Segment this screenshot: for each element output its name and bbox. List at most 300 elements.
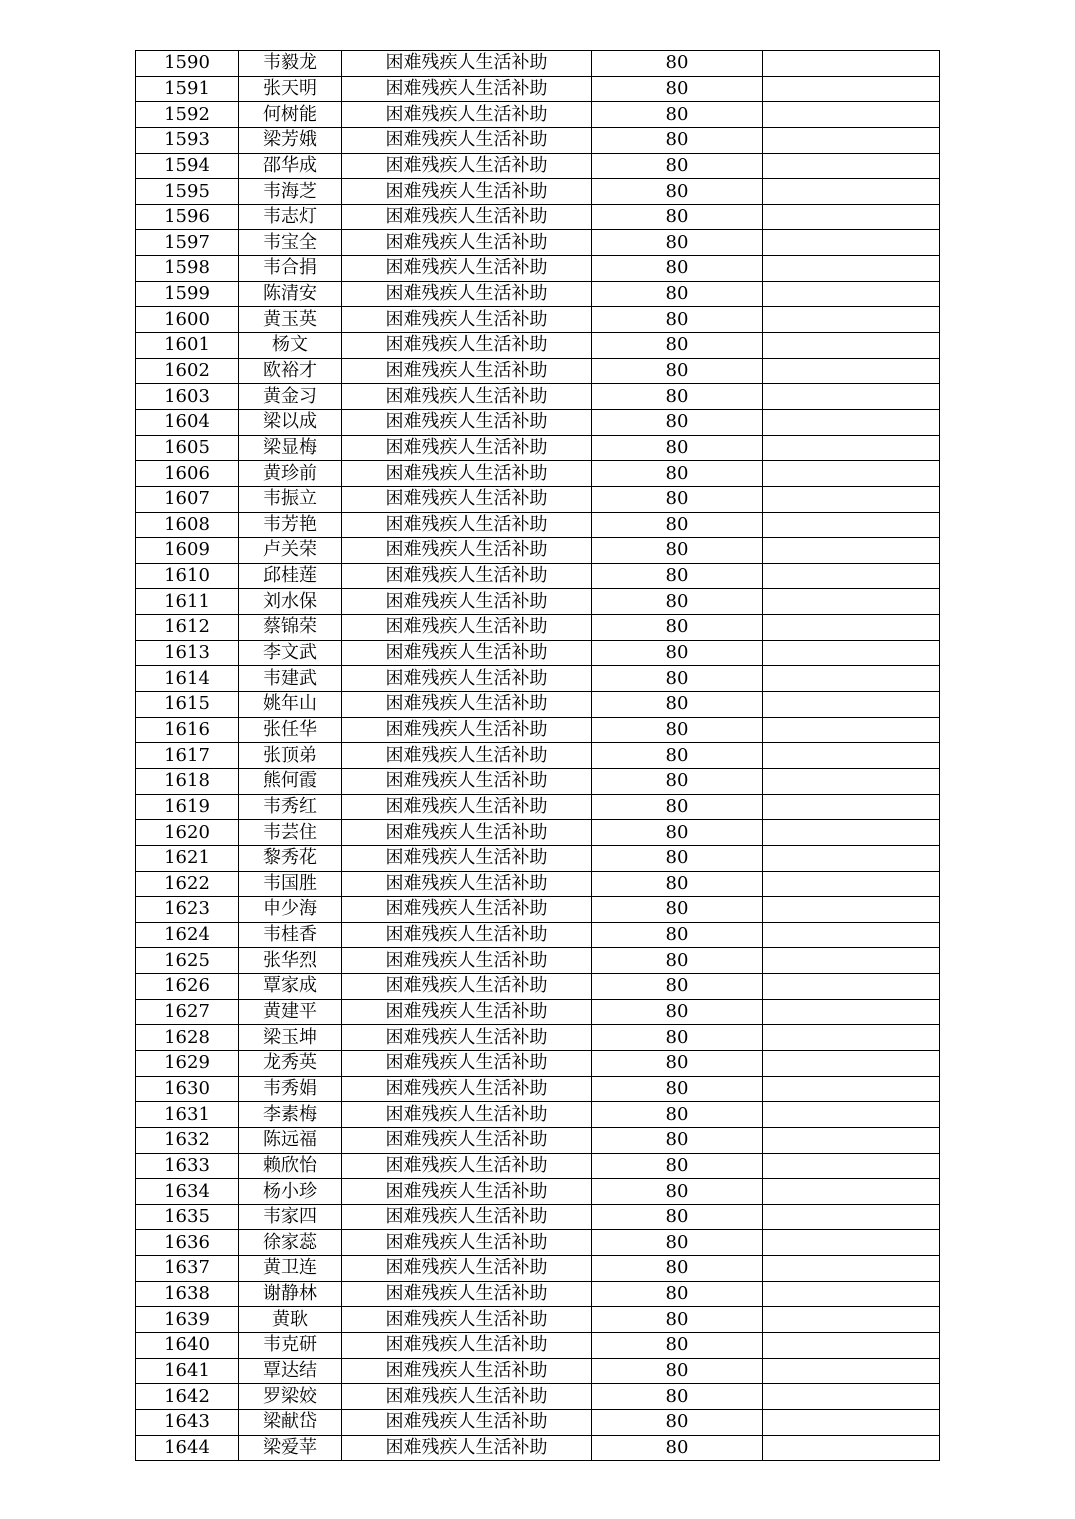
- remarks-cell: [763, 333, 940, 359]
- amount-cell: 80: [592, 1127, 763, 1153]
- serial-number-cell: 1644: [136, 1435, 239, 1461]
- amount-cell: 80: [592, 845, 763, 871]
- recipient-name-cell: 韦芸住: [239, 820, 342, 846]
- table-row: [136, 794, 940, 820]
- amount-cell: 80: [592, 1050, 763, 1076]
- remarks-cell: [763, 1230, 940, 1256]
- serial-number-cell: 1621: [136, 845, 239, 871]
- recipient-name-cell: 卢关荣: [239, 538, 342, 564]
- serial-number-cell: 1605: [136, 435, 239, 461]
- table-row: [136, 999, 940, 1025]
- amount-cell: 80: [592, 1179, 763, 1205]
- subsidy-type-cell: 困难残疾人生活补助: [342, 435, 592, 461]
- serial-number-cell: 1593: [136, 127, 239, 153]
- recipient-name-cell: 陈远福: [239, 1127, 342, 1153]
- amount-cell: 80: [592, 1409, 763, 1435]
- amount-cell: 80: [592, 666, 763, 692]
- recipient-name-cell: 杨小珍: [239, 1179, 342, 1205]
- table-row: [136, 512, 940, 538]
- remarks-cell: [763, 1384, 940, 1410]
- recipient-name-cell: 张天明: [239, 76, 342, 102]
- subsidy-type-cell: 困难残疾人生活补助: [342, 1127, 592, 1153]
- serial-number-cell: 1630: [136, 1076, 239, 1102]
- table-row: [136, 666, 940, 692]
- remarks-cell: [763, 589, 940, 615]
- serial-number-cell: 1600: [136, 307, 239, 333]
- amount-cell: 80: [592, 76, 763, 102]
- recipient-name-cell: 申少海: [239, 897, 342, 923]
- amount-cell: 80: [592, 871, 763, 897]
- remarks-cell: [763, 1153, 940, 1179]
- recipient-name-cell: 韦国胜: [239, 871, 342, 897]
- remarks-cell: [763, 974, 940, 1000]
- serial-number-cell: 1632: [136, 1127, 239, 1153]
- table-row: [136, 820, 940, 846]
- remarks-cell: [763, 358, 940, 384]
- table-row: [136, 1307, 940, 1333]
- recipient-name-cell: 何树能: [239, 102, 342, 128]
- subsidy-type-cell: 困难残疾人生活补助: [342, 538, 592, 564]
- subsidy-type-cell: 困难残疾人生活补助: [342, 358, 592, 384]
- recipient-name-cell: 姚年山: [239, 692, 342, 718]
- serial-number-cell: 1617: [136, 743, 239, 769]
- amount-cell: 80: [592, 589, 763, 615]
- table-row: [136, 281, 940, 307]
- amount-cell: 80: [592, 717, 763, 743]
- serial-number-cell: 1640: [136, 1333, 239, 1359]
- table-row: [136, 974, 940, 1000]
- subsidy-type-cell: 困难残疾人生活补助: [342, 512, 592, 538]
- table-row: [136, 1127, 940, 1153]
- table-row: [136, 307, 940, 333]
- recipient-name-cell: 韦合捐: [239, 256, 342, 282]
- table-row: [136, 486, 940, 512]
- serial-number-cell: 1609: [136, 538, 239, 564]
- recipient-name-cell: 覃家成: [239, 974, 342, 1000]
- recipient-name-cell: 黄金习: [239, 384, 342, 410]
- remarks-cell: [763, 1179, 940, 1205]
- table-row: [136, 1179, 940, 1205]
- remarks-cell: [763, 127, 940, 153]
- remarks-cell: [763, 179, 940, 205]
- amount-cell: 80: [592, 179, 763, 205]
- amount-cell: 80: [592, 1307, 763, 1333]
- subsidy-type-cell: 困难残疾人生活补助: [342, 820, 592, 846]
- table-row: [136, 589, 940, 615]
- recipient-name-cell: 梁爱苹: [239, 1435, 342, 1461]
- remarks-cell: [763, 1076, 940, 1102]
- subsidy-type-cell: 困难残疾人生活补助: [342, 127, 592, 153]
- remarks-cell: [763, 51, 940, 77]
- recipient-name-cell: 黎秀花: [239, 845, 342, 871]
- subsidy-type-cell: 困难残疾人生活补助: [342, 897, 592, 923]
- recipient-name-cell: 赖欣怡: [239, 1153, 342, 1179]
- serial-number-cell: 1590: [136, 51, 239, 77]
- serial-number-cell: 1594: [136, 153, 239, 179]
- amount-cell: 80: [592, 486, 763, 512]
- remarks-cell: [763, 281, 940, 307]
- subsidy-type-cell: 困难残疾人生活补助: [342, 1076, 592, 1102]
- serial-number-cell: 1624: [136, 922, 239, 948]
- serial-number-cell: 1641: [136, 1358, 239, 1384]
- table-row: [136, 717, 940, 743]
- recipient-name-cell: 杨文: [239, 333, 342, 359]
- roster-body: [136, 51, 940, 1461]
- table-row: [136, 640, 940, 666]
- subsidy-type-cell: 困难残疾人生活补助: [342, 1333, 592, 1359]
- serial-number-cell: 1601: [136, 333, 239, 359]
- serial-number-cell: 1608: [136, 512, 239, 538]
- recipient-name-cell: 罗梁姣: [239, 1384, 342, 1410]
- subsidy-type-cell: 困难残疾人生活补助: [342, 1050, 592, 1076]
- remarks-cell: [763, 1025, 940, 1051]
- table-row: [136, 1358, 940, 1384]
- recipient-name-cell: 欧裕才: [239, 358, 342, 384]
- recipient-name-cell: 龙秀英: [239, 1050, 342, 1076]
- recipient-name-cell: 熊何霞: [239, 768, 342, 794]
- recipient-name-cell: 邵华成: [239, 153, 342, 179]
- recipient-name-cell: 覃达结: [239, 1358, 342, 1384]
- subsidy-type-cell: 困难残疾人生活补助: [342, 76, 592, 102]
- recipient-name-cell: 黄卫连: [239, 1256, 342, 1282]
- subsidy-type-cell: 困难残疾人生活补助: [342, 384, 592, 410]
- serial-number-cell: 1597: [136, 230, 239, 256]
- amount-cell: 80: [592, 127, 763, 153]
- amount-cell: 80: [592, 820, 763, 846]
- amount-cell: 80: [592, 1076, 763, 1102]
- serial-number-cell: 1607: [136, 486, 239, 512]
- remarks-cell: [763, 435, 940, 461]
- amount-cell: 80: [592, 384, 763, 410]
- subsidy-type-cell: 困难残疾人生活补助: [342, 845, 592, 871]
- serial-number-cell: 1598: [136, 256, 239, 282]
- recipient-name-cell: 黄耿: [239, 1307, 342, 1333]
- table-row: [136, 204, 940, 230]
- table-row: [136, 127, 940, 153]
- subsidy-type-cell: 困难残疾人生活补助: [342, 281, 592, 307]
- recipient-name-cell: 张任华: [239, 717, 342, 743]
- subsidy-type-cell: 困难残疾人生活补助: [342, 1102, 592, 1128]
- table-row: [136, 538, 940, 564]
- subsidy-type-cell: 困难残疾人生活补助: [342, 999, 592, 1025]
- remarks-cell: [763, 743, 940, 769]
- remarks-cell: [763, 897, 940, 923]
- subsidy-type-cell: 困难残疾人生活补助: [342, 615, 592, 641]
- subsidy-type-cell: 困难残疾人生活补助: [342, 563, 592, 589]
- subsidy-type-cell: 困难残疾人生活补助: [342, 461, 592, 487]
- recipient-name-cell: 韦家四: [239, 1204, 342, 1230]
- serial-number-cell: 1636: [136, 1230, 239, 1256]
- serial-number-cell: 1596: [136, 204, 239, 230]
- table-row: [136, 51, 940, 77]
- serial-number-cell: 1592: [136, 102, 239, 128]
- recipient-name-cell: 韦桂香: [239, 922, 342, 948]
- serial-number-cell: 1612: [136, 615, 239, 641]
- table-row: [136, 333, 940, 359]
- subsidy-roster-table: [135, 50, 940, 1461]
- table-row: [136, 845, 940, 871]
- amount-cell: 80: [592, 948, 763, 974]
- serial-number-cell: 1623: [136, 897, 239, 923]
- amount-cell: 80: [592, 281, 763, 307]
- subsidy-type-cell: 困难残疾人生活补助: [342, 922, 592, 948]
- table-row: [136, 384, 940, 410]
- table-row: [136, 897, 940, 923]
- subsidy-type-cell: 困难残疾人生活补助: [342, 1204, 592, 1230]
- amount-cell: 80: [592, 204, 763, 230]
- amount-cell: 80: [592, 1025, 763, 1051]
- amount-cell: 80: [592, 409, 763, 435]
- amount-cell: 80: [592, 563, 763, 589]
- recipient-name-cell: 梁玉坤: [239, 1025, 342, 1051]
- amount-cell: 80: [592, 538, 763, 564]
- subsidy-type-cell: 困难残疾人生活补助: [342, 692, 592, 718]
- serial-number-cell: 1629: [136, 1050, 239, 1076]
- subsidy-type-cell: 困难残疾人生活补助: [342, 256, 592, 282]
- remarks-cell: [763, 102, 940, 128]
- table-row: [136, 871, 940, 897]
- table-row: [136, 922, 940, 948]
- remarks-cell: [763, 1050, 940, 1076]
- amount-cell: 80: [592, 51, 763, 77]
- remarks-cell: [763, 563, 940, 589]
- amount-cell: 80: [592, 1102, 763, 1128]
- recipient-name-cell: 黄建平: [239, 999, 342, 1025]
- amount-cell: 80: [592, 256, 763, 282]
- remarks-cell: [763, 794, 940, 820]
- amount-cell: 80: [592, 435, 763, 461]
- table-row: [136, 1102, 940, 1128]
- remarks-cell: [763, 538, 940, 564]
- serial-number-cell: 1631: [136, 1102, 239, 1128]
- remarks-cell: [763, 409, 940, 435]
- serial-number-cell: 1643: [136, 1409, 239, 1435]
- serial-number-cell: 1638: [136, 1281, 239, 1307]
- table-row: [136, 1204, 940, 1230]
- remarks-cell: [763, 76, 940, 102]
- remarks-cell: [763, 153, 940, 179]
- table-row: [136, 1153, 940, 1179]
- subsidy-type-cell: 困难残疾人生活补助: [342, 51, 592, 77]
- subsidy-type-cell: 困难残疾人生活补助: [342, 204, 592, 230]
- amount-cell: 80: [592, 1358, 763, 1384]
- amount-cell: 80: [592, 1204, 763, 1230]
- subsidy-type-cell: 困难残疾人生活补助: [342, 1025, 592, 1051]
- recipient-name-cell: 韦振立: [239, 486, 342, 512]
- subsidy-type-cell: 困难残疾人生活补助: [342, 743, 592, 769]
- recipient-name-cell: 邱桂莲: [239, 563, 342, 589]
- remarks-cell: [763, 845, 940, 871]
- remarks-cell: [763, 1307, 940, 1333]
- remarks-cell: [763, 256, 940, 282]
- subsidy-type-cell: 困难残疾人生活补助: [342, 1179, 592, 1205]
- remarks-cell: [763, 768, 940, 794]
- amount-cell: 80: [592, 1384, 763, 1410]
- amount-cell: 80: [592, 1230, 763, 1256]
- serial-number-cell: 1606: [136, 461, 239, 487]
- table-row: [136, 102, 940, 128]
- subsidy-type-cell: 困难残疾人生活补助: [342, 768, 592, 794]
- amount-cell: 80: [592, 743, 763, 769]
- serial-number-cell: 1633: [136, 1153, 239, 1179]
- remarks-cell: [763, 640, 940, 666]
- serial-number-cell: 1603: [136, 384, 239, 410]
- remarks-cell: [763, 486, 940, 512]
- recipient-name-cell: 梁显梅: [239, 435, 342, 461]
- serial-number-cell: 1615: [136, 692, 239, 718]
- subsidy-type-cell: 困难残疾人生活补助: [342, 1358, 592, 1384]
- remarks-cell: [763, 384, 940, 410]
- remarks-cell: [763, 512, 940, 538]
- serial-number-cell: 1625: [136, 948, 239, 974]
- table-row: [136, 358, 940, 384]
- remarks-cell: [763, 999, 940, 1025]
- subsidy-type-cell: 困难残疾人生活补助: [342, 333, 592, 359]
- table-row: [136, 1409, 940, 1435]
- amount-cell: 80: [592, 230, 763, 256]
- amount-cell: 80: [592, 640, 763, 666]
- recipient-name-cell: 梁以成: [239, 409, 342, 435]
- remarks-cell: [763, 692, 940, 718]
- remarks-cell: [763, 922, 940, 948]
- serial-number-cell: 1637: [136, 1256, 239, 1282]
- table-row: [136, 461, 940, 487]
- amount-cell: 80: [592, 1153, 763, 1179]
- subsidy-type-cell: 困难残疾人生活补助: [342, 1307, 592, 1333]
- remarks-cell: [763, 307, 940, 333]
- amount-cell: 80: [592, 333, 763, 359]
- amount-cell: 80: [592, 153, 763, 179]
- recipient-name-cell: 韦宝全: [239, 230, 342, 256]
- subsidy-type-cell: 困难残疾人生活补助: [342, 794, 592, 820]
- subsidy-type-cell: 困难残疾人生活补助: [342, 1230, 592, 1256]
- amount-cell: 80: [592, 1256, 763, 1282]
- subsidy-type-cell: 困难残疾人生活补助: [342, 640, 592, 666]
- amount-cell: 80: [592, 307, 763, 333]
- subsidy-type-cell: 困难残疾人生活补助: [342, 1409, 592, 1435]
- recipient-name-cell: 梁芳娥: [239, 127, 342, 153]
- subsidy-type-cell: 困难残疾人生活补助: [342, 1384, 592, 1410]
- subsidy-type-cell: 困难残疾人生活补助: [342, 1281, 592, 1307]
- remarks-cell: [763, 1409, 940, 1435]
- serial-number-cell: 1635: [136, 1204, 239, 1230]
- serial-number-cell: 1619: [136, 794, 239, 820]
- subsidy-type-cell: 困难残疾人生活补助: [342, 102, 592, 128]
- serial-number-cell: 1626: [136, 974, 239, 1000]
- subsidy-type-cell: 困难残疾人生活补助: [342, 666, 592, 692]
- table-row: [136, 153, 940, 179]
- amount-cell: 80: [592, 615, 763, 641]
- table-row: [136, 692, 940, 718]
- serial-number-cell: 1611: [136, 589, 239, 615]
- recipient-name-cell: 张顶弟: [239, 743, 342, 769]
- recipient-name-cell: 黄珍前: [239, 461, 342, 487]
- recipient-name-cell: 韦秀娟: [239, 1076, 342, 1102]
- amount-cell: 80: [592, 461, 763, 487]
- recipient-name-cell: 韦毅龙: [239, 51, 342, 77]
- subsidy-type-cell: 困难残疾人生活补助: [342, 974, 592, 1000]
- recipient-name-cell: 张华烈: [239, 948, 342, 974]
- table-row: [136, 1050, 940, 1076]
- recipient-name-cell: 刘水保: [239, 589, 342, 615]
- table-row: [136, 743, 940, 769]
- remarks-cell: [763, 717, 940, 743]
- table-row: [136, 1230, 940, 1256]
- table-row: [136, 179, 940, 205]
- amount-cell: 80: [592, 358, 763, 384]
- serial-number-cell: 1620: [136, 820, 239, 846]
- remarks-cell: [763, 1256, 940, 1282]
- recipient-name-cell: 韦志灯: [239, 204, 342, 230]
- remarks-cell: [763, 1281, 940, 1307]
- recipient-name-cell: 韦建武: [239, 666, 342, 692]
- amount-cell: 80: [592, 794, 763, 820]
- remarks-cell: [763, 1435, 940, 1461]
- recipient-name-cell: 陈清安: [239, 281, 342, 307]
- remarks-cell: [763, 1204, 940, 1230]
- recipient-name-cell: 韦克研: [239, 1333, 342, 1359]
- amount-cell: 80: [592, 1333, 763, 1359]
- table-row: [136, 256, 940, 282]
- amount-cell: 80: [592, 1281, 763, 1307]
- serial-number-cell: 1642: [136, 1384, 239, 1410]
- table-row: [136, 409, 940, 435]
- recipient-name-cell: 李文武: [239, 640, 342, 666]
- amount-cell: 80: [592, 102, 763, 128]
- subsidy-type-cell: 困难残疾人生活补助: [342, 230, 592, 256]
- remarks-cell: [763, 615, 940, 641]
- amount-cell: 80: [592, 692, 763, 718]
- subsidy-type-cell: 困难残疾人生活补助: [342, 871, 592, 897]
- recipient-name-cell: 谢静林: [239, 1281, 342, 1307]
- serial-number-cell: 1618: [136, 768, 239, 794]
- subsidy-type-cell: 困难残疾人生活补助: [342, 1153, 592, 1179]
- serial-number-cell: 1602: [136, 358, 239, 384]
- table-row: [136, 768, 940, 794]
- subsidy-type-cell: 困难残疾人生活补助: [342, 409, 592, 435]
- remarks-cell: [763, 230, 940, 256]
- table-row: [136, 615, 940, 641]
- serial-number-cell: 1599: [136, 281, 239, 307]
- remarks-cell: [763, 1102, 940, 1128]
- subsidy-type-cell: 困难残疾人生活补助: [342, 1435, 592, 1461]
- serial-number-cell: 1634: [136, 1179, 239, 1205]
- serial-number-cell: 1616: [136, 717, 239, 743]
- serial-number-cell: 1614: [136, 666, 239, 692]
- serial-number-cell: 1613: [136, 640, 239, 666]
- subsidy-type-cell: 困难残疾人生活补助: [342, 1256, 592, 1282]
- amount-cell: 80: [592, 768, 763, 794]
- amount-cell: 80: [592, 999, 763, 1025]
- amount-cell: 80: [592, 897, 763, 923]
- recipient-name-cell: 韦芳艳: [239, 512, 342, 538]
- subsidy-type-cell: 困难残疾人生活补助: [342, 307, 592, 333]
- serial-number-cell: 1591: [136, 76, 239, 102]
- serial-number-cell: 1622: [136, 871, 239, 897]
- remarks-cell: [763, 1127, 940, 1153]
- amount-cell: 80: [592, 512, 763, 538]
- table-row: [136, 1384, 940, 1410]
- recipient-name-cell: 蔡锦荣: [239, 615, 342, 641]
- amount-cell: 80: [592, 922, 763, 948]
- subsidy-type-cell: 困难残疾人生活补助: [342, 717, 592, 743]
- table-row: [136, 435, 940, 461]
- serial-number-cell: 1639: [136, 1307, 239, 1333]
- remarks-cell: [763, 948, 940, 974]
- subsidy-type-cell: 困难残疾人生活补助: [342, 486, 592, 512]
- serial-number-cell: 1595: [136, 179, 239, 205]
- remarks-cell: [763, 1333, 940, 1359]
